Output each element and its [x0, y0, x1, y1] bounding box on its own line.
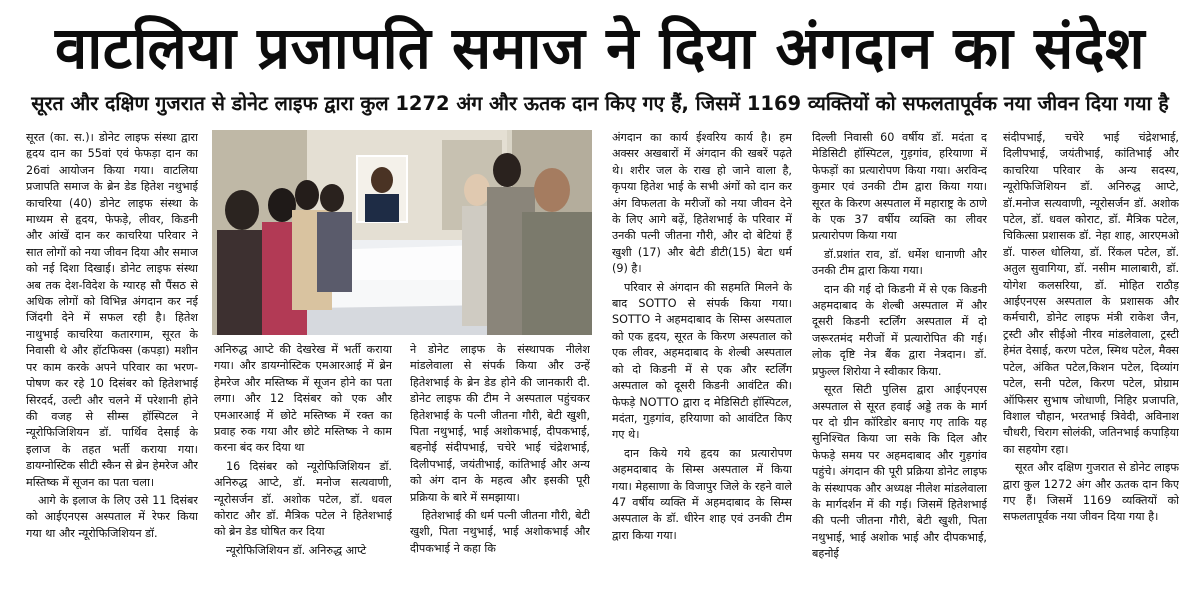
- article-column-4: [812, 130, 987, 590]
- paragraph: दिल्ली निवासी 60 वर्षीय डॉ. मदंता द मेडिसिटी हॉस्पिटल, गुड़गांव, हरियाणा में फेफड़ों का प्रत्यारोपण किया गया। अरविन्द कुमार एवं उनकी टीम द्वारा किया गया। सूरत के किरण अस्पताल में महाराष्ट्र के ठाणे के एक 37 वर्षीय व्यक्ति का लीवर प्रत्यारोपण किया गया: [812, 131, 987, 243]
- paragraph: अंगदान का कार्य ईश्वरिय कार्य है। हम अक्सर अखबारों में अंगदान की खबरें पढ़ते थे। शरीर जल के राख हो जाने वाला है, कृपया हितेश भाई के सभी अंगों को दान कर अंग विफलता के मरीजों को नया जीवन देने के लिए आगे बढ़ें, हितेशभाई के परिवार में उनकी पत्नी जीतना गौरी, और दो बेटियां हैं खुशी (17) और बेटी डीटी(15) बेटा धर्म (9) है।: [612, 131, 792, 276]
- portrait-icon: [357, 156, 407, 222]
- paragraph: 16 दिसंबर को न्यूरोफिजिशियन डॉ. अनिरुद्ध आप्टे, डॉ. मनोज सत्यवाणी, न्यूरोसर्जन डॉ. अशोक पटेल, डॉ. धवल कोराट और डॉ. मैत्रिक पटेल ने हितेशभाई को ब्रेन डेड घोषित कर दिया: [214, 459, 392, 539]
- news-photo: [212, 130, 592, 335]
- paragraph: सूरत (का. स.)। डोनेट लाइफ संस्था द्वारा हृदय दान का 55वां एवं फेफड़ा दान का 26वां आयोजन किया गया। वाटलिया प्रजापति समाज के ब्रेन डेड हितेश नथुभाई काचरिया (40) डोनेट लाइफ संस्था के माध्यम से हृदय, फेफड़े, लीवर, किडनी और आंखें दान कर काचरिया परिवार ने सात लोगों को नया जीवन दिया और समाज को नई दिशा दिखाई। डोनेट लाइफ संस्था अब तक देश-विदेश के ग्यारह सौ पैंसठ से अधिक लोगों को विभिन्न अंगदान कर नई जिंदगी देने में सफल रही है। हितेश नाथुभाई काचरिया कतारगाम, सूरत के निवासी थे और हॉटफिक्स (कपड़ा) मशीन पर काम करके अपने परिवार का भरण-पोषण कर रहे 10 दिसंबर को हितेशभाई सिरदर्द, उल्टी और चलने में परेशानी होने की वजह से सीम्स हॉस्पिटल ने न्यूरोफिजिशियन डॉ. पार्थिव देसाई के इलाज के तहत भर्ती कराया गया। डायग्नोस्टिक सीटी स्कैन से ब्रेन हेमरेज और मस्तिष्क में सूजन का पता चला।: [26, 131, 198, 489]
- article-column-3: [612, 130, 792, 590]
- paragraph: हितेशभाई की धर्म पत्नी जीतना गौरी, बेटी खुशी, पिता नथुभाई, भाई अशोकभाई और दीपकभाई ने कहा कि: [410, 509, 590, 555]
- paragraph: सूरत और दक्षिण गुजरात से डोनेट लाइफ द्वारा कुल 1272 अंग और ऊतक दान किए गए हैं। जिसमें 1169 व्यक्तियों को सफलतापूर्वक नया जीवन दिया गया है।: [1003, 461, 1179, 524]
- article-column-2a: [214, 342, 392, 592]
- paragraph: परिवार से अंगदान की सहमति मिलने के बाद SOTTO से संपर्क किया गया। SOTTO ने अहमदाबाद के सिम्स अस्पताल को एक हृदय, सूरत के किरण अस्पताल को एक लीवर, अहमदाबाद के शेल्बी अस्पताल को दो किडनी में से एक और स्टर्लिंग अस्पताल को दूसरी किडनी आवंटित की। फेफड़े NOTTO द्वारा द मेडिसिटी हॉस्पिटल, मदंता, गुड़गांव, हरियाणा को आवंटित किए गए थे।: [612, 280, 792, 442]
- headline: वाटलिया प्रजापति समाज ने दिया अंगदान का संदेश: [54, 14, 1146, 82]
- paragraph: अनिरुद्ध आप्टे की देखरेख में भर्ती कराया गया। और डायग्नोस्टिक एमआरआई में ब्रेन हेमरेज और मस्तिष्क में सूजन होने का पता लगा। और 12 दिसंबर को एक और एमआरआई में छोटे मस्तिष्क में रक्त का प्रवाह रुक गया और छोटे मस्तिष्क ने काम करना बंद कर दिया था: [214, 343, 392, 455]
- paragraph: दान किये गये हृदय का प्रत्यारोपण अहमदाबाद के सिम्स अस्पताल में किया गया। मेहसाणा के विजापुर जिले के रहने वाले 47 वर्षीय व्यक्ति में अहमदाबाद के सिम्स अस्पताल के डॉ. धीरेन शाह एवं उनकी टीम द्वारा किया गया।: [612, 446, 792, 542]
- paragraph: संदीपभाई, चचेरे भाई चंद्रेशभाई, दिलीपभाई, जयंतीभाई, कांतिभाई और काचरिया परिवार के अन्य सदस्य, न्यूरोफिजिशियन डॉ. अनिरुद्ध आप्टे, डॉ.मनोज सत्यवाणी, न्यूरोसर्जन डॉ. अशोक पटेल, डॉ. धवल कोराट, डॉ. मैत्रिक पटेल, चिकित्सा प्रशासक डॉ. नेहा शाह, आरएमओ डॉ. पारुल धोलिया, डॉ. रिंकल पटेल, डॉ. अतुल सुवागिया, डॉ. नसीम मालाबारी, डॉ. योगेश कलसरिया, डॉ. मोहित राठौड़ आईएनएस अस्पताल के प्रशासक और कर्मचारी, डोनेट लाइफ मंत्री राकेश जैन, ट्रस्टी और सीईओ नीरव मांडलेवाला, ट्रस्टी हेमंत देसाई, करण पटेल, स्मिथ पटेल, मैक्स पटेल, अंकित पटेल,किशन पटेल, दिव्यांग पटेल, सनी पटेल, किरण पटेल, प्रोग्राम ऑफिसर सुभाष जोधाणी, निहिर प्रजापति, विशाल चौहान, भरतभाई त्रिवेदी, अविनाश चौधरी, चिराग सोलंकी, जतिनभाई कपाड़िया का सहयोग रहा।: [1003, 131, 1179, 456]
- subheadline: सूरत और दक्षिण गुजरात से डोनेट लाइफ द्वारा कुल 1272 अंग और ऊतक दान किए गए हैं, जिसमें 1169 व्यक्तियों को सफलतापूर्वक नया जीवन दिया गया है: [31, 92, 1169, 115]
- paragraph: आगे के इलाज के लिए उसे 11 दिसंबर को आईएनएस अस्पताल में रेफर किया गया था और न्यूरोफिजिशियन डॉ.: [26, 493, 198, 540]
- article-column-5: [1003, 130, 1179, 590]
- paragraph: ने डोनेट लाइफ के संस्थापक नीलेश मांडलेवाला से संपर्क किया और उन्हें हितेशभाई के ब्रेन डेड होने की जानकारी दी. डोनेट लाइफ की टीम ने अस्पताल पहुंचकर हितेशभाई के पत्नी जीतना गौरी, बेटी खुशी, पिता नथुभाई, भाई अशोकभाई, दीपकभाई, बहनोई संदीपभाई, चचेरे भाई चंद्रेशभाई, दिलीपभाई, जयंतीभाई, कांतिभाई और अन्य को अंग दान के महत्व और इसकी पूरी प्रक्रिया के बारे में समझाया।: [410, 343, 590, 504]
- paragraph: सूरत सिटी पुलिस द्वारा आईएनएस अस्पताल से सूरत हवाई अड्डे तक के मार्ग पर दो ग्रीन कॉरिडोर बनाए गए ताकि यह सुनिश्चित किया जा सके कि दिल और फेफड़े समय पर अहमदाबाद और गुड़गांव पहुंचे। अंगदान की पूरी प्रक्रिया डोनेट लाइफ के संस्थापक और अध्यक्ष नीलेश मांडलेवाला के मार्गदर्शन में की गई। जिसमें हितेशभाई की पत्नी जीतना गौरी, बेटी खुशी, पिता नथुभाई, भाई अशोक भाई और दीपकभाई, बहनोई: [812, 383, 987, 561]
- paragraph: दान की गई दो किडनी में से एक किडनी अहमदाबाद के शेल्बी अस्पताल में और दूसरी किडनी स्टर्लिंग अस्पताल में दो जरूरतमंद मरीजों में प्रत्यारोपित की गई। लोक दृष्टि नेत्र बैंक द्वारा नेत्रदान। डॉ. प्रफुल्ल शिरोया ने स्वीकार किया.: [812, 282, 987, 378]
- photo-family-at-hospital-bed: [212, 130, 592, 335]
- paragraph: न्यूरोफिजिशियन डॉ. अनिरुद्ध आप्टे: [226, 543, 367, 557]
- article-column-1: [26, 130, 198, 590]
- article-column-2b: [410, 342, 590, 592]
- paragraph: डॉ.प्रशांत राव, डॉ. धर्मेश धानाणी और उनकी टीम द्वारा किया गया।: [812, 247, 987, 278]
